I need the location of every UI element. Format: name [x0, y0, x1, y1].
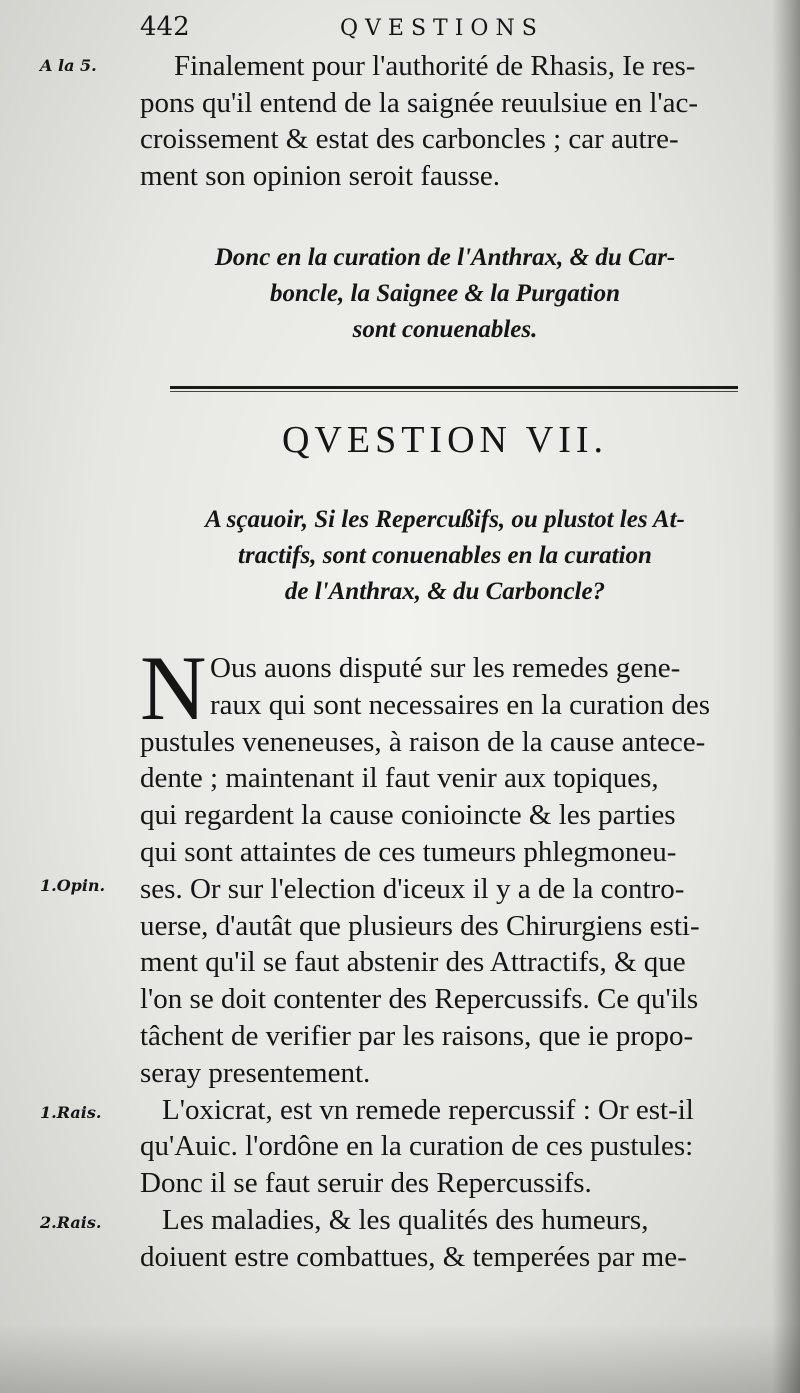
- question-line: A sçauoir, Si les Repercußifs, ou plustot les At-: [205, 506, 685, 533]
- body-line: uerse, d'autât que plusieurs des Chirurgiens esti-: [140, 909, 700, 942]
- body-line: tâchent de verifier par les raisons, que ie propo-: [140, 1019, 694, 1052]
- text-line: croissement & estat des carboncles ; car autre-: [140, 123, 679, 155]
- body-line: Les maladies, & les qualités des humeurs,: [162, 1203, 649, 1236]
- margin-note-a-la-5: A la 5.: [40, 56, 97, 75]
- page-edge-shadow: [772, 0, 800, 1393]
- body-line: ses. Or sur l'election d'iceux il y a de la contro-: [140, 872, 685, 905]
- body-line: L'oxicrat, est vn remede repercussif : Or est-il: [162, 1093, 694, 1126]
- conclusion-line: boncle, la Saignee & la Purgation: [269, 280, 621, 307]
- text-line: pons qu'il entend de la saignée reuulsiue en l'ac-: [140, 86, 699, 119]
- question-statement: [165, 502, 725, 610]
- text-line: Finalement pour l'authorité de Rhasis, Ie res-: [174, 50, 696, 82]
- margin-note-raison-1: 1.Rais.: [40, 1103, 102, 1122]
- running-head: QVESTIONS: [340, 16, 544, 41]
- body-line: l'on se doit contenter des Repercussifs. Ce qu'ils: [140, 983, 699, 1016]
- body-line: seray presentement.: [140, 1056, 371, 1089]
- body-line: Ous auons disputé sur les remedes gene-: [210, 652, 681, 684]
- body-line: raux qui sont necessaires en la curation des: [210, 688, 711, 721]
- question-line: de l'Anthrax, & du Carboncle?: [284, 578, 606, 605]
- body-line: qui regardent la cause conioincte & les parties: [140, 799, 676, 832]
- body-line: pustules veneneuses, à raison de la cause antece-: [140, 725, 706, 758]
- conclusion-line: sont conuenables.: [352, 316, 538, 343]
- section-rule: [170, 386, 738, 389]
- question-title: QVESTION VII.: [281, 419, 609, 461]
- section-rule-thin: [170, 391, 738, 392]
- body-line: doiuent estre combattues, & temperées par me-: [140, 1240, 687, 1273]
- conclusion-statement: [165, 240, 725, 348]
- page-bottom-shadow: [0, 1323, 800, 1393]
- body-line: qu'Auic. l'ordône en la curation de ces pustules:: [140, 1130, 694, 1163]
- margin-note-opinion-1: 1.Opin.: [40, 876, 106, 895]
- body-line: dente ; maintenant il faut venir aux topiques,: [140, 762, 659, 795]
- body-line: ment qu'il se faut abstenir des Attractifs, & que: [140, 946, 686, 979]
- drop-cap-letter: N: [140, 637, 207, 739]
- body-line: qui sont attaintes de ces tumeurs phlegmoneu-: [140, 835, 677, 868]
- body-line: Donc il se faut seruir des Repercussifs.: [140, 1167, 592, 1200]
- page-header: [140, 12, 760, 46]
- main-body-text: [140, 637, 760, 1276]
- text-line: ment son opinion seroit fausse.: [140, 159, 501, 192]
- question-line: tractifs, sont conuenables en la curation: [238, 542, 652, 569]
- page-number: 442: [140, 12, 190, 42]
- conclusion-line: Donc en la curation de l'Anthrax, & du Car-: [214, 244, 676, 271]
- margin-note-raison-2: 2.Rais.: [40, 1213, 102, 1232]
- opening-paragraph: [140, 48, 755, 194]
